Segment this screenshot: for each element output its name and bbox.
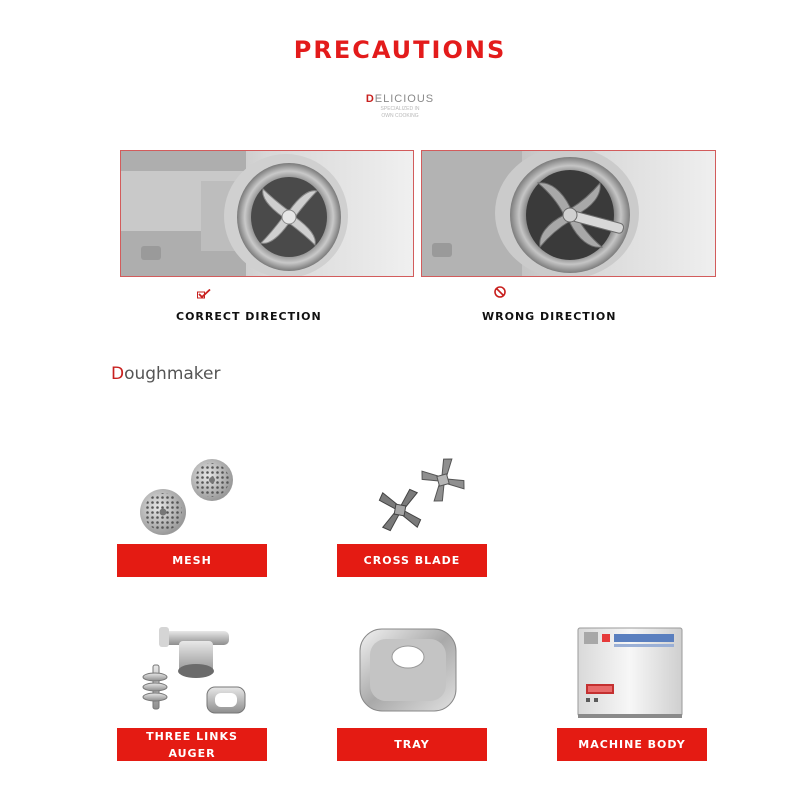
brand-tagline-2: OWN COOKING: [381, 113, 419, 119]
tray-image: [358, 627, 458, 713]
section-rest: oughmaker: [124, 364, 221, 384]
wrong-direction-photo: [421, 150, 716, 277]
page-title: PRECAUTIONS: [293, 36, 507, 64]
auger-image: [135, 625, 255, 720]
auger-label-line-1: THREE LINKS: [146, 729, 238, 743]
brand-name: ELICIOUS: [374, 93, 435, 105]
mesh-image: [130, 455, 260, 535]
wrong-direction-label: WRONG DIRECTION: [482, 310, 617, 323]
check-icon: [197, 286, 211, 296]
brand-tagline-1: SPECIALIZED IN: [380, 106, 420, 112]
cross-blade-image: [365, 455, 475, 535]
correct-direction-label: CORRECT DIRECTION: [176, 310, 322, 323]
part-label-auger: [117, 728, 267, 761]
part-label-tray: TRAY: [337, 728, 487, 761]
machine-body-image: [570, 622, 690, 720]
section-first-letter: D: [111, 364, 125, 384]
section-heading: [111, 364, 221, 384]
part-label-cross-blade: CROSS BLADE: [337, 544, 487, 577]
part-label-mesh: MESH: [117, 544, 267, 577]
brand-first-letter: D: [365, 93, 375, 105]
brand-logo: [300, 93, 500, 119]
correct-direction-photo: [120, 150, 414, 277]
part-label-machine-body: MACHINE BODY: [557, 728, 707, 761]
auger-label-line-2: AUGER: [168, 746, 216, 760]
prohibited-icon: [494, 285, 506, 297]
